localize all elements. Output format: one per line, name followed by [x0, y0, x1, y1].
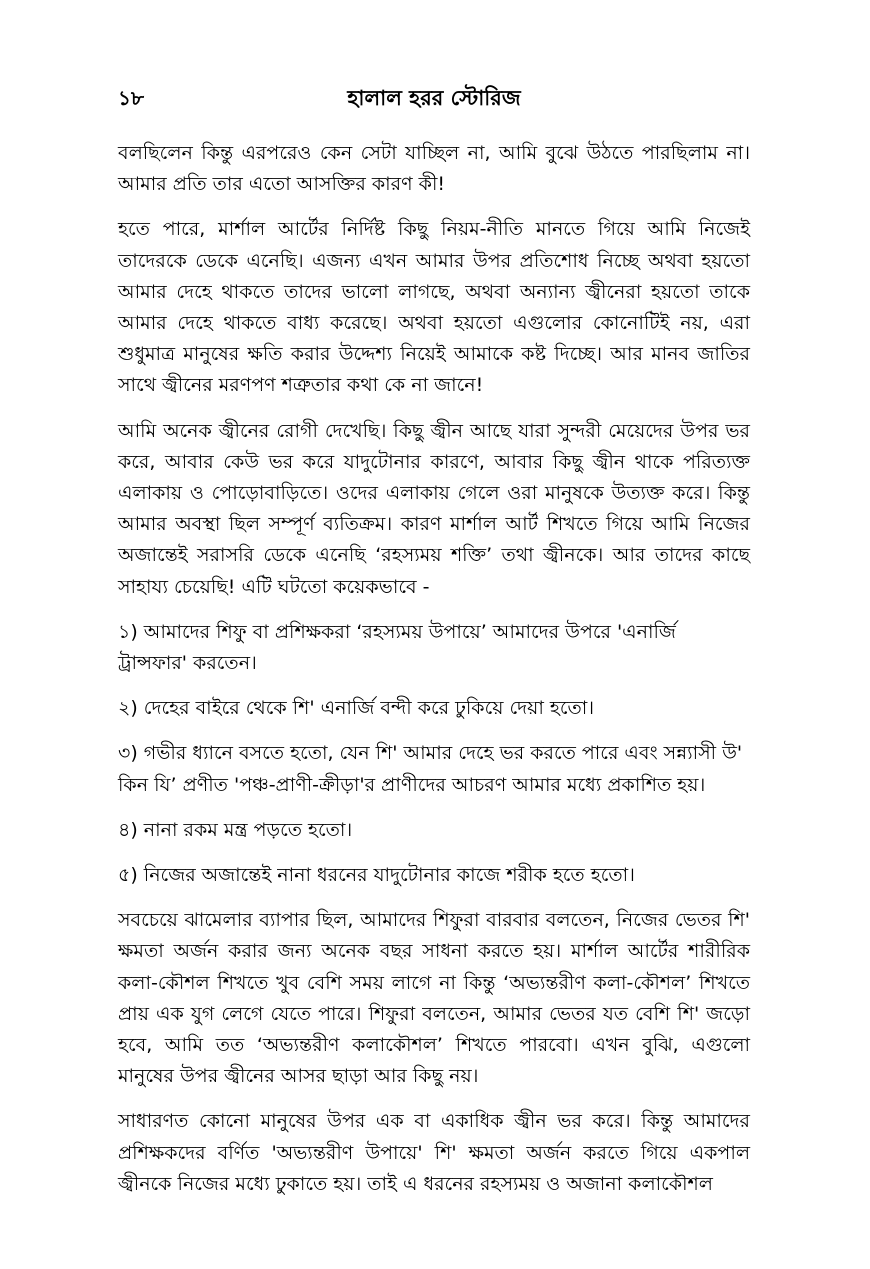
list-item-2: ২) দেহের বাইরে থেকে শি' এনার্জি বন্দী করে ঢুকিয়ে দেয়া হতো। [118, 697, 595, 720]
running-title: হালাল হরর স্টোরিজ [347, 86, 521, 110]
paragraph-5: সাধারণত কোনো মানুষের উপর এক বা একাধিক জ্বীন ভর করে। কিন্তু আমাদের প্রশিক্ষকদের বর্ণিত 'অভ্যন্তরীণ উপায়ে' শি' ক্ষমতা অর্জন করতে গিয়ে একপাল জ্বীনকে নিজের মধ্যে ঢুকাতে হয়। তাই এ ধরনের রহস্যময় ও অজানা কলাকৌশল [118, 1110, 750, 1195]
paragraph-4: সবচেয়ে ঝামেলার ব্যাপার ছিল, আমাদের শিফুরা বারবার বলতেন, নিজের ভেতর শি' ক্ষমতা অর্জন করার জন্য অনেক বছর সাধনা করতে হয়। মার্শাল আর্টের শারীরিক কলা-কৌশল শিখতে খুব বেশি সময় লাগে না কিন্তু ‘অভ্যন্তরীণ কলা-কৌশল’ শিখতে প্রায় এক যুগ লেগে যেতে পারে। শিফুরা বলতেন, আমার ভেতর যত বেশি শি' জড়ো হবে, আমি তত ‘অভ্যন্তরীণ কলাকৌশল’ শিখতে পারবো। এখন বুঝি, এগুলো মানুষের উপর জ্বীনের আসর ছাড়া আর কিছু নয়। [118, 909, 750, 1088]
paragraph-3: আমি অনেক জ্বীনের রোগী দেখেছি। কিছু জ্বীন আছে যারা সুন্দরী মেয়েদের উপর ভর করে, আবার কেউ ভর করে যাদুটোনার কারণে, আবার কিছু জ্বীন থাকে পরিত্যক্ত এলাকায় ও পোড়োবাড়িতে। ওদের এলাকায় গেলে ওরা মানুষকে উত্যক্ত করে। কিন্তু আমার অবস্থা ছিল সম্পূর্ণ ব্যতিক্রম। কারণ মার্শাল আর্ট শিখতে গিয়ে আমি নিজের অজান্তেই সরাসরি ডেকে এনেছি ‘রহস্যময় শক্তি’ তথা জ্বীনকে। আর তাদের কাছে সাহায্য চেয়েছি! এটি ঘটতো কয়েকভাবে - [118, 419, 750, 598]
list-item-3: ৩) গভীর ধ্যানে বসতে হতো, যেন শি' আমার দেহে ভর করতে পারে এবং সন্ন্যাসী উ' কিন যি’ প্রণীত 'পঞ্চ-প্রাণী-ক্রীড়া'র প্রাণীদের আচরণ আমার মধ্যে প্রকাশিত হয়। [118, 742, 743, 796]
list-item-4: ৪) নানা রকম মন্ত্র পড়তে হতো। [118, 818, 353, 841]
list-item-1: ১) আমাদের শিফু বা প্রশিক্ষকরা ‘রহস্যময় উপায়ে’ আমাদের উপরে 'এনার্জি ট্রান্সফার' করতেন। [118, 620, 676, 675]
paragraph-2: হতে পারে, মার্শাল আর্টের নির্দিষ্ট কিছু নিয়ম-নীতি মানতে গিয়ে আমি নিজেই তাদেরকে ডেকে এনেছি। এজন্য এখন আমার উপর প্রতিশোধ নিচ্ছে অথবা হয়তো আমার দেহে থাকতে তাদের ভালো লাগছে, অথবা অন্যান্য জ্বীনেরা হয়তো তাকে আমার দেহে থাকতে বাধ্য করেছে। অথবা হয়তো এগুলোর কোনোটিই নয়, এরা শুধুমাত্র মানুষের ক্ষতি করার উদ্দেশ্য নিয়েই আমাকে কষ্ট দিচ্ছে। আর মানব জাতির সাথে জ্বীনের মরণপণ শত্রুতার কথা কে না জানে! [118, 218, 750, 397]
paragraph-1: বলছিলেন কিন্তু এরপরেও কেন সেটা যাচ্ছিল না, আমি বুঝে উঠতে পারছিলাম না। আমার প্রতি তার এতো আসক্তির কারণ কী! [118, 142, 750, 196]
page-number: ১৮ [118, 86, 144, 110]
page-header [118, 80, 750, 116]
body-text [118, 138, 750, 1214]
list-item-5: ৫) নিজের অজান্তেই নানা ধরনের যাদুটোনার কাজে শরীক হতে হতো। [118, 864, 635, 887]
